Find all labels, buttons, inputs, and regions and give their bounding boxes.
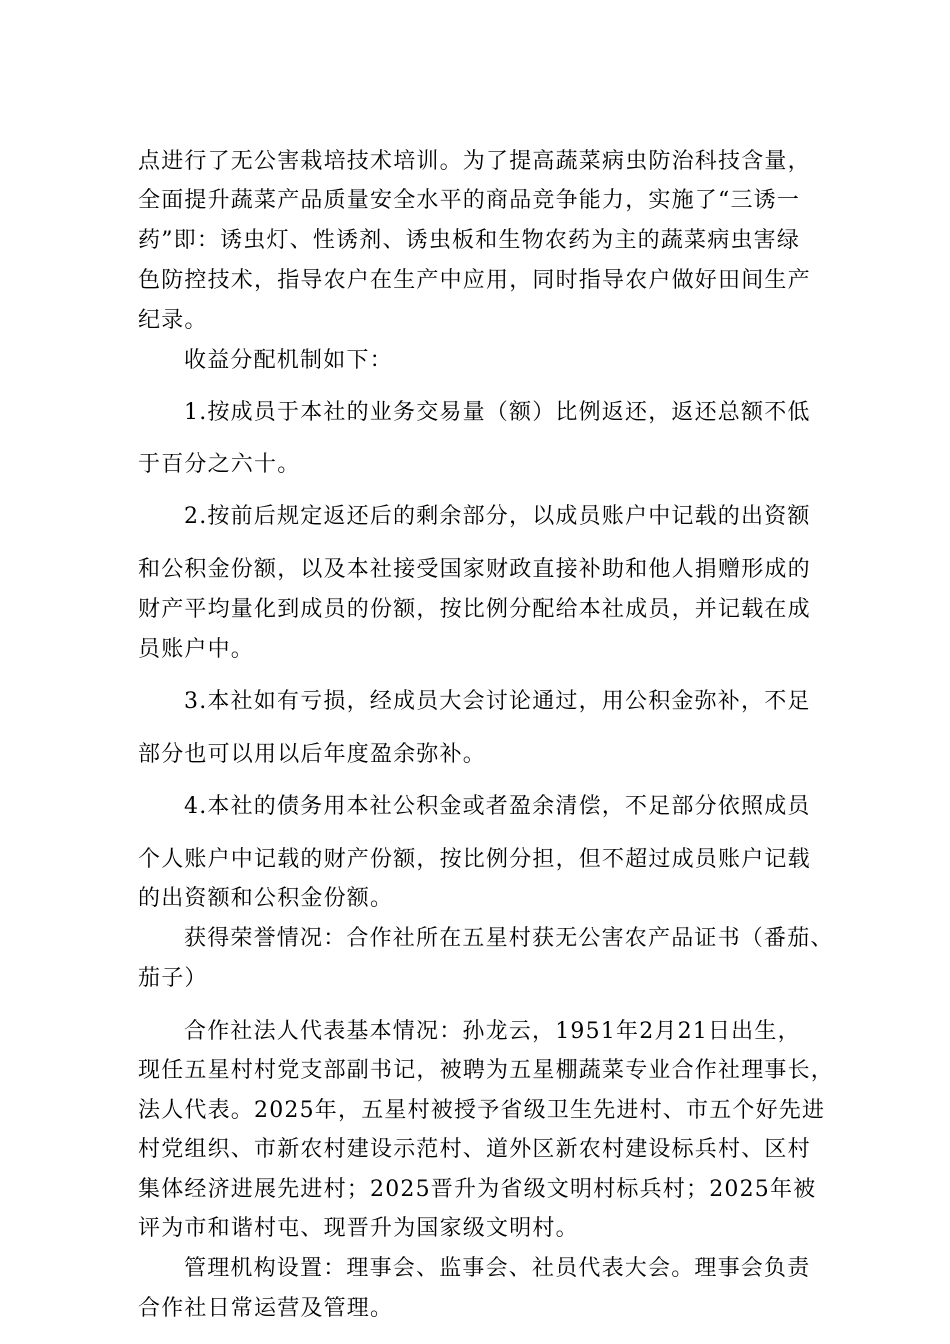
list-item-2-line: 财产平均量化到成员的份额，按比例分配给本社成员，并记载在成 bbox=[138, 597, 811, 622]
text-line: 全面提升蔬菜产品质量安全水平的商品竞争能力，实施了“三诱一 bbox=[138, 188, 801, 213]
list-item-4-line: 4.本社的债务用本社公积金或者盈余清偿，不足部分依照成员 bbox=[184, 794, 811, 819]
management-line: 管理机构设置：理事会、监事会、社员代表大会。理事会负责 bbox=[184, 1256, 811, 1281]
list-item-2-line: 员账户中。 bbox=[138, 637, 255, 662]
management-line: 合作社日常运营及管理。 bbox=[138, 1296, 394, 1321]
representative-line: 集体经济进展先进村；2025晋升为省级文明村标兵村；2025年被 bbox=[138, 1177, 817, 1202]
representative-line: 现任五星村村党支部副书记，被聘为五星棚蔬菜专业合作社理事长， bbox=[138, 1058, 835, 1083]
representative-line: 村党组织、市新农村建设示范村、道外区新农村建设标兵村、区村 bbox=[138, 1137, 811, 1162]
list-item-1-line: 于百分之六十。 bbox=[138, 452, 301, 477]
list-item-1-line: 1.按成员于本社的业务交易量（额）比例返还，返还总额不低 bbox=[184, 400, 811, 425]
list-item-2-line: 和公积金份额，以及本社接受国家财政直接补助和他人捐赠形成的 bbox=[138, 557, 811, 582]
text-line: 纪录。 bbox=[138, 308, 208, 333]
text-line: 点进行了无公害栽培技术培训。为了提高蔬菜病虫防治科技含量， bbox=[138, 149, 811, 174]
representative-line: 法人代表。2025年，五星村被授予省级卫生先进村、市五个好先进 bbox=[138, 1098, 826, 1123]
representative-line: 评为市和谐村屯、现晋升为国家级文明村。 bbox=[138, 1216, 579, 1241]
text-line: 药”即：诱虫灯、性诱剂、诱虫板和生物农药为主的蔬菜病虫害绿 bbox=[138, 228, 801, 253]
honors-line: 茄子） bbox=[138, 966, 208, 991]
honors-line: 获得荣誉情况：合作社所在五星村获无公害农产品证书（番茄、 bbox=[184, 926, 834, 951]
list-item-4-line: 的出资额和公积金份额。 bbox=[138, 886, 394, 911]
representative-line: 合作社法人代表基本情况：孙龙云，1951年2月21日出生， bbox=[184, 1019, 801, 1044]
text-line: 色防控技术，指导农户在生产中应用，同时指导农户做好田间生产 bbox=[138, 268, 811, 293]
list-item-2-line: 2.按前后规定返还后的剩余部分，以成员账户中记载的出资额 bbox=[184, 504, 811, 529]
list-item-4-line: 个人账户中记载的财产份额，按比例分担，但不超过成员账户记载 bbox=[138, 847, 811, 872]
section-heading: 收益分配机制如下： bbox=[184, 348, 393, 373]
list-item-3-line: 3.本社如有亏损，经成员大会讨论通过，用公积金弥补，不足 bbox=[184, 689, 811, 714]
list-item-3-line: 部分也可以用以后年度盈余弥补。 bbox=[138, 742, 487, 767]
